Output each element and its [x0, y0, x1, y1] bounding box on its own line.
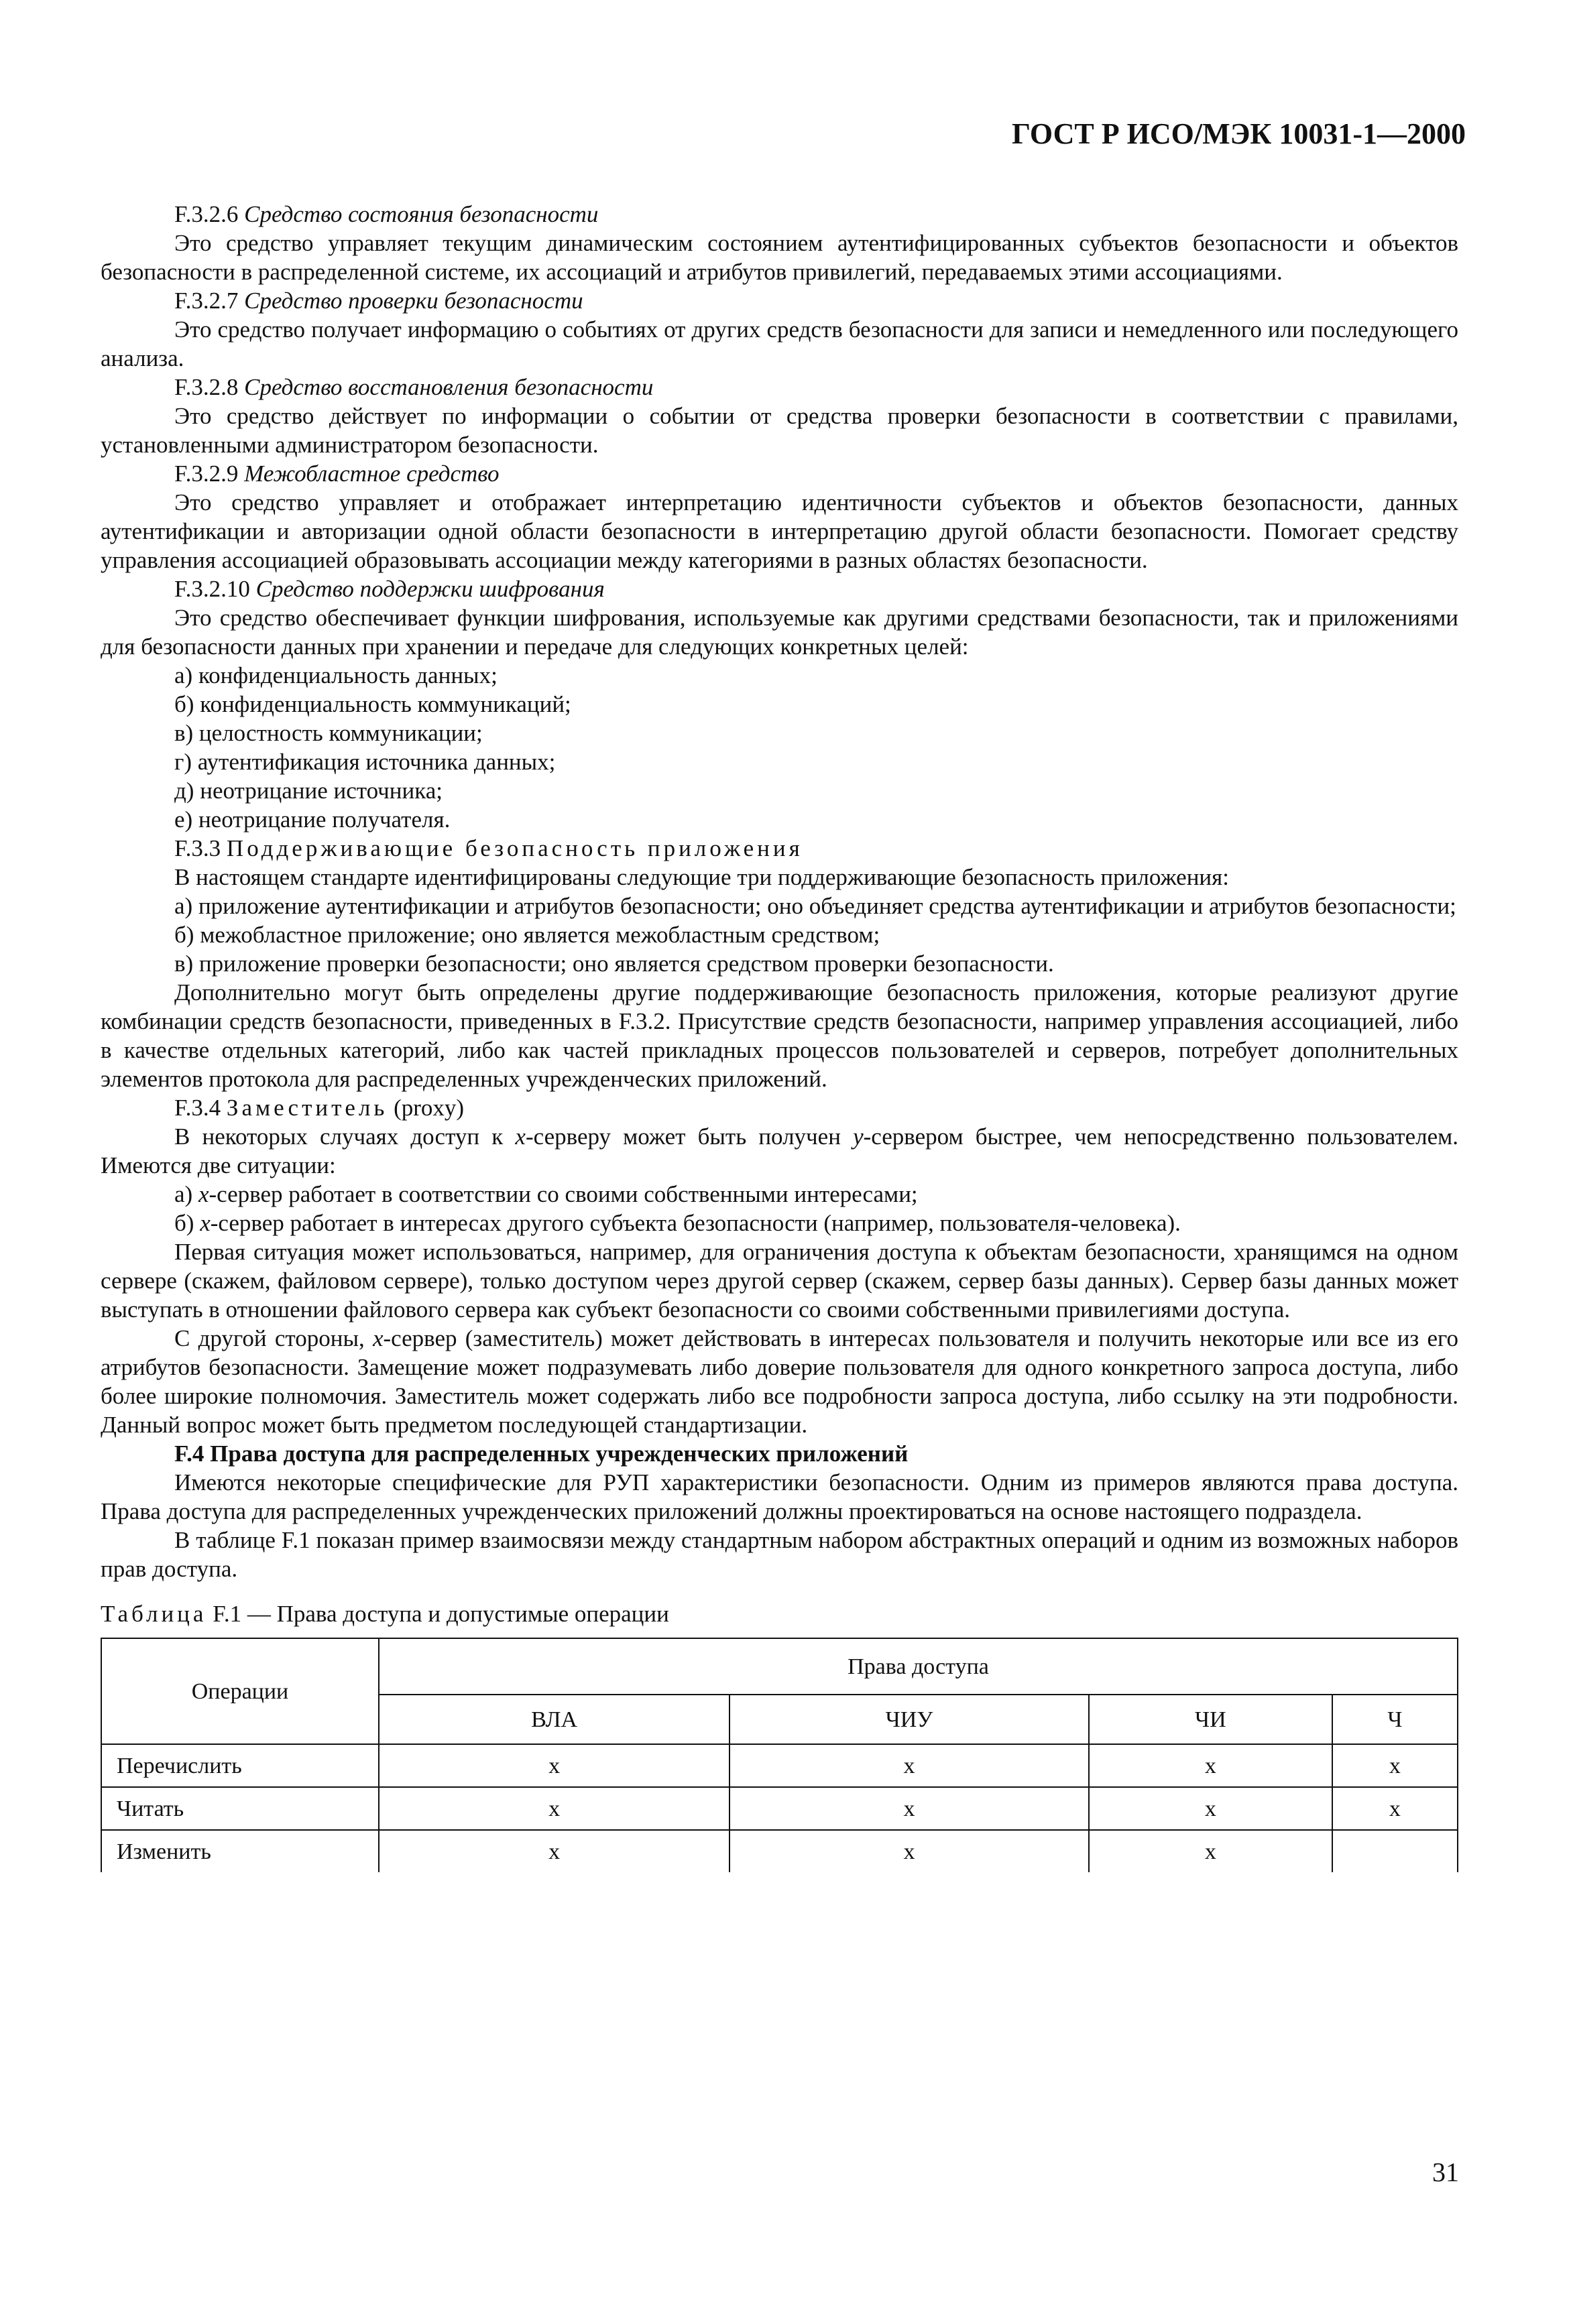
section-number: F.3.3	[174, 835, 221, 861]
mark-cell: х	[1332, 1744, 1458, 1787]
section-number: F.3.2.7	[174, 288, 239, 314]
section-title: Средство состояния безопасности	[244, 201, 599, 227]
document-body	[101, 200, 1458, 1872]
standard-header: ГОСТ Р ИСО/МЭК 10031-1—2000	[1011, 117, 1466, 150]
section-text: Это средство получает информацию о событиях от других средств безопасности для записи и немедленного или последующего анализа.	[101, 316, 1458, 371]
section-title: Межобластное средство	[244, 461, 500, 487]
table-row	[101, 1787, 1458, 1830]
text-run: -сервер работает в интересах другого субъекта безопасности (например, пользователя-человека).	[210, 1210, 1181, 1236]
table-caption	[101, 1599, 1458, 1628]
mark-cell: х	[1089, 1830, 1332, 1872]
section-heading	[101, 200, 1458, 229]
list-item: а) конфиденциальность данных;	[174, 662, 498, 688]
list-item: д) неотрицание источника;	[174, 778, 443, 804]
operation-cell: Перечислить	[101, 1744, 379, 1787]
header-right: Ч	[1332, 1695, 1458, 1744]
mark-cell: х	[1089, 1787, 1332, 1830]
list-item: б) конфиденциальность коммуникаций;	[174, 691, 571, 717]
mark-cell: х	[379, 1787, 730, 1830]
section-text: Это средство управляет текущим динамическим состоянием аутентифицированных субъектов безопасности и объектов безопасности в распределенной системе, их ассоциаций и атрибутов привилегий, передаваемых этими ассоциациями.	[101, 230, 1458, 285]
header-right: ВЛА	[379, 1695, 730, 1744]
section-text: Это средство действует по информации о событии от средства проверки безопасности в соответствии с правилами, установленными администратором безопасности.	[101, 403, 1458, 458]
list-item	[101, 1180, 1458, 1209]
table-caption-text: F.1 — Права доступа и допустимые операции	[213, 1601, 669, 1627]
mark-cell: х	[730, 1744, 1089, 1787]
text-run: б)	[174, 1210, 200, 1236]
operation-cell: Читать	[101, 1787, 379, 1830]
header-rights: Права доступа	[379, 1638, 1458, 1695]
list-item: б) межобластное приложение; оно является межобластным средством;	[174, 922, 880, 948]
header-operations: Операции	[101, 1638, 379, 1744]
section-heading	[101, 459, 1458, 488]
text-run: x	[372, 1325, 384, 1351]
text-run: x	[200, 1210, 211, 1236]
section-heading	[101, 574, 1458, 603]
section-text: В настоящем стандарте идентифицированы следующие три поддерживающие безопасность приложения:	[174, 864, 1229, 890]
section-title: Заместитель	[226, 1095, 388, 1121]
mark-cell: х	[379, 1830, 730, 1872]
list-item: г) аутентификация источника данных;	[174, 749, 556, 775]
section-title: Средство восстановления безопасности	[244, 374, 654, 400]
section-title-suffix: (proxy)	[394, 1095, 465, 1121]
mark-cell: х	[379, 1744, 730, 1787]
section-text: В таблице F.1 показан пример взаимосвязи между стандартным набором абстрактных операций и одним из возможных наборов прав доступа.	[101, 1527, 1458, 1582]
text-run: -сервер (заместитель) может действовать в интересах пользователя и получить некоторые или все из его атрибутов безопасности. Замещение может подразумевать либо доверие пользователя для одного конкретного запроса доступа, либо более широкие полномочия. Заместитель может содержать либо все подробности запроса доступа, либо ссылку на эти подробности. Данный вопрос может быть предметом последующей стандартизации.	[101, 1325, 1458, 1438]
table-row	[101, 1744, 1458, 1787]
mark-cell: х	[730, 1787, 1089, 1830]
text-run: -сервером быстрее, чем непосредственно пользователем. Имеются две ситуации:	[101, 1123, 1459, 1178]
text-run: x	[515, 1123, 526, 1150]
section-text: Это средство управляет и отображает интерпретацию идентичности субъектов и объектов безопасности, данных аутентификации и авторизации одной области безопасности в интерпретацию другой области безопасности. Помогает средству управления ассоциацией образовывать ассоциации между категориями в разных областях безопасности.	[101, 489, 1458, 573]
section-heading	[101, 834, 1458, 863]
section-number: F.3.2.8	[174, 374, 239, 400]
header-right: ЧИУ	[730, 1695, 1089, 1744]
section-title: Средство проверки безопасности	[244, 288, 583, 314]
section-heading	[101, 1093, 1458, 1122]
table-row	[101, 1830, 1458, 1872]
operation-cell: Изменить	[101, 1830, 379, 1872]
section-text	[101, 1324, 1458, 1439]
header-right: ЧИ	[1089, 1695, 1332, 1744]
text-run: -серверу может быть получен	[525, 1123, 854, 1150]
section-number: F.3.2.10	[174, 576, 250, 602]
list-item: а) приложение аутентификации и атрибутов безопасности; оно объединяет средства аутентификации и атрибутов безопасности;	[174, 893, 1456, 919]
section-number: F.3.4	[174, 1095, 221, 1121]
section-heading	[101, 373, 1458, 402]
section-text: Первая ситуация может использоваться, например, для ограничения доступа к объектам безопасности, хранящимся на одном сервере (скажем, файловом сервере), только доступом через другой сервер (скажем, сервер базы данных). Сервер базы данных может выступать в отношении файлового сервера как субъект безопасности со своими собственными привилегиями доступа.	[101, 1239, 1458, 1323]
text-run: а)	[174, 1181, 198, 1207]
section-title: Средство поддержки шифрования	[255, 576, 605, 602]
section-heading: F.4 Права доступа для распределенных учрежденческих приложений	[174, 1441, 909, 1467]
list-item	[101, 1209, 1458, 1237]
section-text	[101, 1122, 1458, 1180]
text-run: -сервер работает в соответствии со своими собственными интересами;	[209, 1181, 918, 1207]
text-run: y	[853, 1123, 864, 1150]
section-text: Это средство обеспечивает функции шифрования, используемые как другими средствами безопасности, так и приложениями для безопасности данных при хранении и передаче для следующих конкретных целей:	[101, 605, 1458, 660]
page-number: 31	[1432, 2157, 1459, 2187]
table-caption-word: Таблица	[101, 1601, 207, 1627]
section-text: Дополнительно могут быть определены другие поддерживающие безопасность приложения, которые реализуют другие комбинации средств безопасности, приведенных в F.3.2. Присутствие средств безопасности, например управления ассоциацией, либо в качестве отдельных категорий, либо как частей прикладных процессов пользователей и серверов, потребует дополнительных элементов протокола для распределенных учрежденческих приложений.	[101, 979, 1458, 1092]
mark-cell: х	[1089, 1744, 1332, 1787]
text-run: x	[198, 1181, 209, 1207]
list-item: е) неотрицание получателя.	[174, 806, 451, 833]
mark-cell: х	[730, 1830, 1089, 1872]
spacer	[101, 1583, 1458, 1599]
text-run: В некоторых случаях доступ к	[174, 1123, 516, 1150]
section-number: F.3.2.9	[174, 461, 239, 487]
section-heading	[101, 286, 1458, 315]
table-header-row	[101, 1638, 1458, 1695]
mark-cell: х	[1332, 1787, 1458, 1830]
section-title: Поддерживающие безопасность приложения	[226, 835, 803, 861]
mark-cell	[1332, 1830, 1458, 1872]
section-number: F.3.2.6	[174, 201, 239, 227]
text-run: С другой стороны,	[174, 1325, 373, 1351]
section-text: Имеются некоторые специфические для РУП характеристики безопасности. Одним из примеров являются права доступа. Права доступа для распределенных учрежденческих приложений должны проектироваться на основе настоящего подраздела.	[101, 1469, 1458, 1524]
access-rights-table	[101, 1638, 1458, 1872]
list-item: в) приложение проверки безопасности; оно является средством проверки безопасности.	[174, 951, 1054, 977]
list-item: в) целостность коммуникации;	[174, 720, 483, 746]
